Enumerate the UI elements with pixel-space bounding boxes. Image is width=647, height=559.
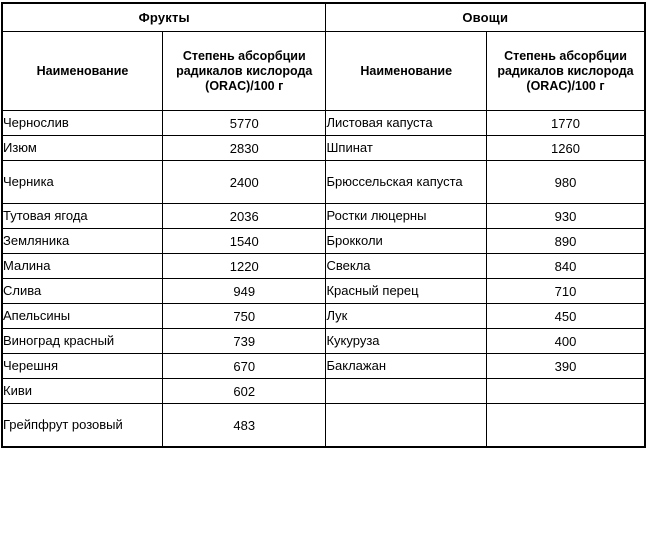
table-row (2, 354, 645, 379)
table-row (2, 136, 645, 161)
table-column-header-row (2, 32, 645, 111)
vegetable-value: 840 (486, 254, 645, 279)
fruit-name: Земляника (2, 229, 162, 254)
vegetable-name: Баклажан (326, 354, 486, 379)
table-row (2, 111, 645, 136)
table-row (2, 279, 645, 304)
fruit-value: 2400 (162, 161, 326, 204)
vegetable-value: 890 (486, 229, 645, 254)
table-row (2, 379, 645, 404)
fruit-value: 5770 (162, 111, 326, 136)
vegetable-name: Свекла (326, 254, 486, 279)
fruit-name: Черешня (2, 354, 162, 379)
table-row (2, 204, 645, 229)
vegetable-value: 1770 (486, 111, 645, 136)
fruit-value: 2830 (162, 136, 326, 161)
vegetable-value (486, 404, 645, 448)
fruit-name: Тутовая ягода (2, 204, 162, 229)
fruit-value: 602 (162, 379, 326, 404)
vegetable-name: Красный перец (326, 279, 486, 304)
table-row (2, 329, 645, 354)
vegetable-value: 930 (486, 204, 645, 229)
vegetable-value (486, 379, 645, 404)
vegetable-value: 1260 (486, 136, 645, 161)
fruit-value: 2036 (162, 204, 326, 229)
table-group-header-row (2, 3, 645, 32)
fruit-name: Слива (2, 279, 162, 304)
vegetable-name: Брокколи (326, 229, 486, 254)
fruit-value: 750 (162, 304, 326, 329)
fruit-name: Грейпфрут розовый (2, 404, 162, 448)
table-row (2, 404, 645, 448)
vegetable-value: 980 (486, 161, 645, 204)
fruit-value: 1220 (162, 254, 326, 279)
fruit-name: Черника (2, 161, 162, 204)
vegetable-name: Брюссельская капуста (326, 161, 486, 204)
vegetable-name (326, 379, 486, 404)
vegetable-name: Ростки люцерны (326, 204, 486, 229)
fruit-name: Малина (2, 254, 162, 279)
fruit-name: Апельсины (2, 304, 162, 329)
fruit-value: 739 (162, 329, 326, 354)
column-header-orac-fruits: Степень абсорбции радикалов кислорода (ORAC)/100 г (162, 32, 326, 111)
table-row (2, 161, 645, 204)
vegetable-name: Шпинат (326, 136, 486, 161)
fruit-value: 949 (162, 279, 326, 304)
fruit-value: 483 (162, 404, 326, 448)
fruit-value: 1540 (162, 229, 326, 254)
table-row (2, 304, 645, 329)
table-row (2, 254, 645, 279)
group-header-fruits: Фрукты (2, 3, 326, 32)
table-row (2, 229, 645, 254)
group-header-vegetables: Овощи (326, 3, 645, 32)
fruit-name: Виноград красный (2, 329, 162, 354)
vegetable-value: 450 (486, 304, 645, 329)
column-header-orac-vegetables: Степень абсорбции радикалов кислорода (ORAC)/100 г (486, 32, 645, 111)
fruit-name: Киви (2, 379, 162, 404)
column-header-name-fruits: Наименование (2, 32, 162, 111)
vegetable-value: 390 (486, 354, 645, 379)
vegetable-value: 710 (486, 279, 645, 304)
vegetable-name: Листовая капуста (326, 111, 486, 136)
vegetable-name: Лук (326, 304, 486, 329)
fruit-name: Чернослив (2, 111, 162, 136)
vegetable-value: 400 (486, 329, 645, 354)
vegetable-name (326, 404, 486, 448)
orac-table (1, 2, 646, 448)
column-header-name-vegetables: Наименование (326, 32, 486, 111)
fruit-value: 670 (162, 354, 326, 379)
vegetable-name: Кукуруза (326, 329, 486, 354)
fruit-name: Изюм (2, 136, 162, 161)
